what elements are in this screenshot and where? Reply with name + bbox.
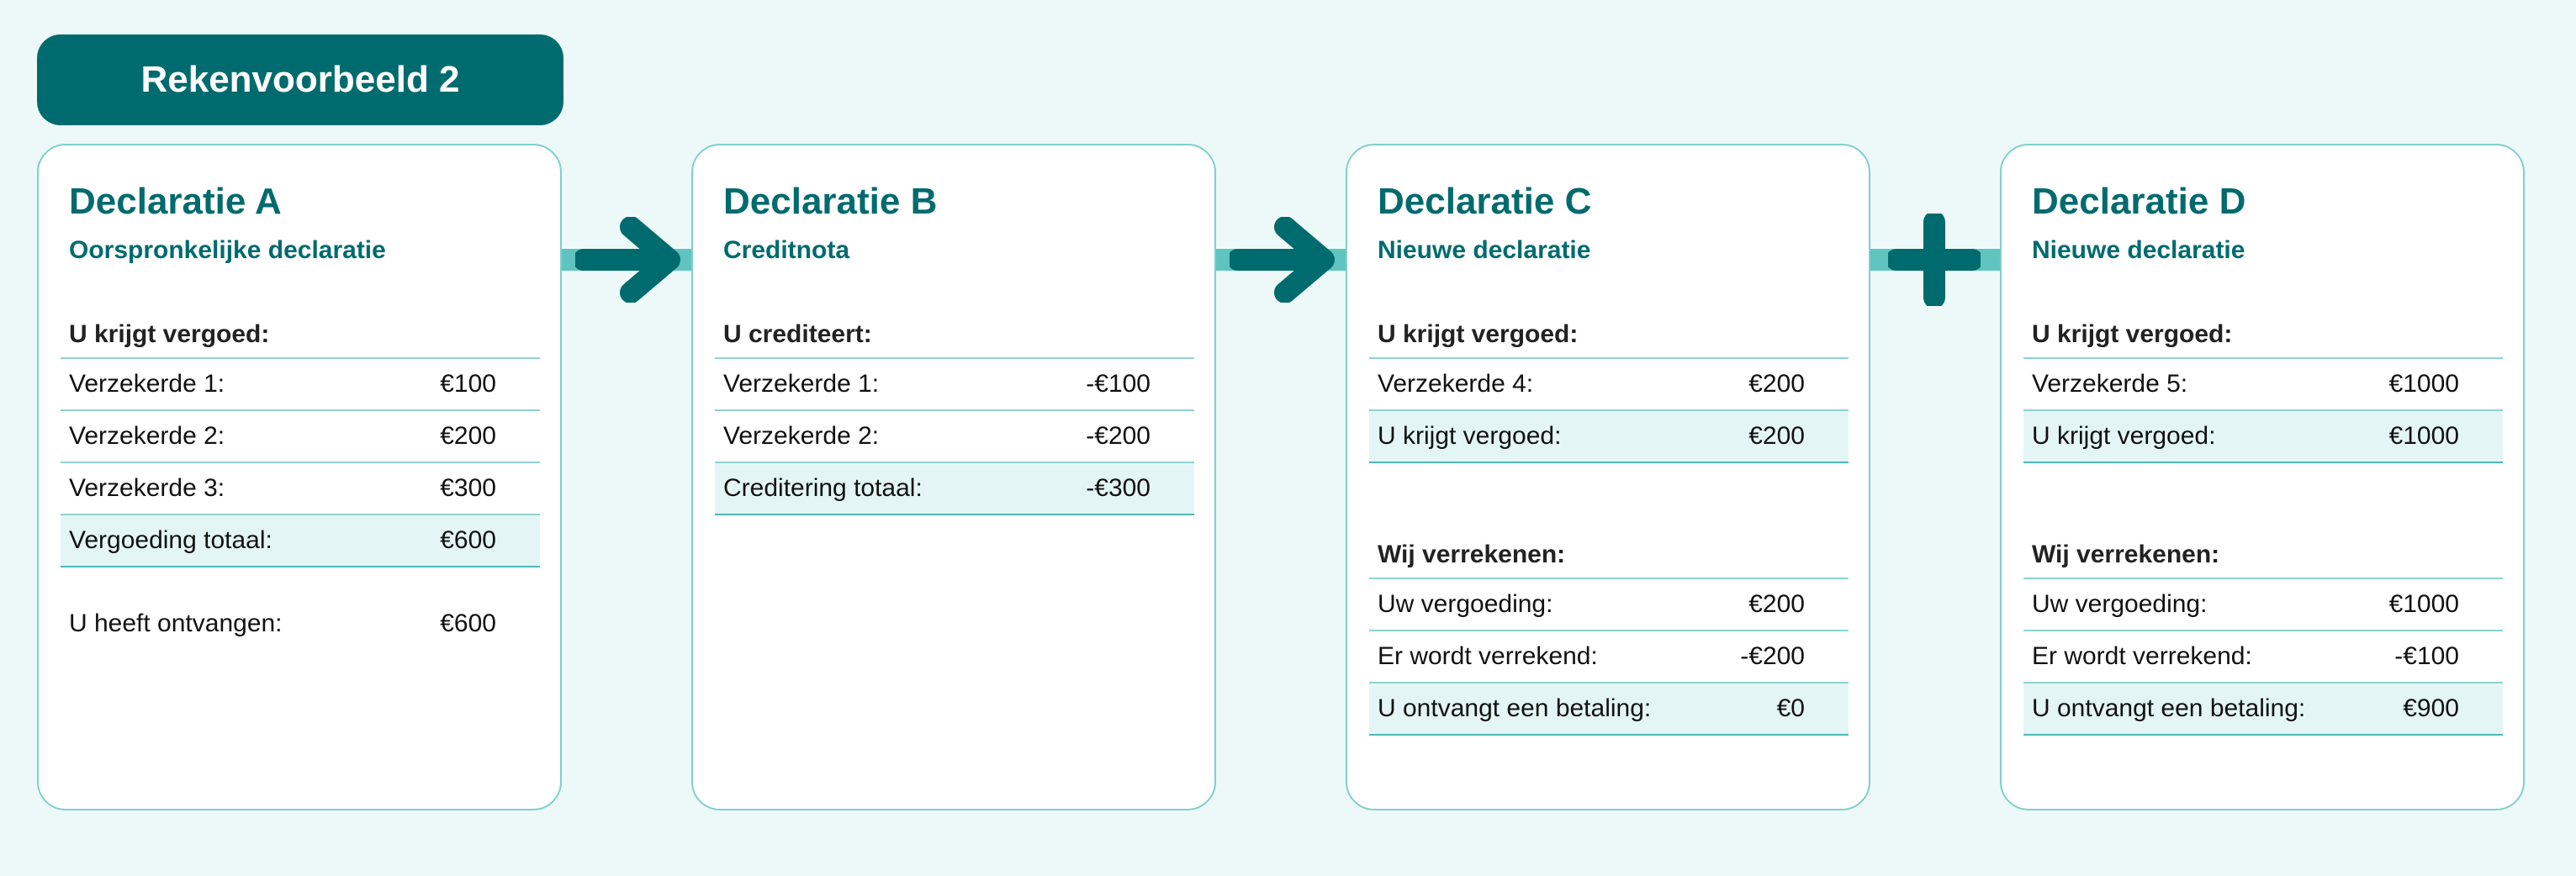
row-value: -€200	[1740, 642, 1805, 670]
row-value: €200	[1748, 590, 1805, 618]
row-value: €600	[440, 610, 496, 637]
received-section	[61, 598, 540, 650]
card-declaratie-c	[1346, 144, 1870, 810]
table-row	[61, 411, 540, 463]
row-value: -€300	[1086, 474, 1150, 502]
row-value: €0	[1776, 694, 1805, 722]
table-row	[1369, 631, 1849, 683]
section-heading: U krijgt vergoed:	[2023, 312, 2503, 359]
row-label: Er wordt verrekend:	[2032, 642, 2252, 670]
row-label: U ontvangt een betaling:	[1378, 694, 1652, 722]
total-row	[2023, 683, 2503, 736]
row-value: €1000	[2388, 590, 2459, 618]
row-label: U krijgt vergoed:	[2032, 422, 2216, 450]
total-row	[2023, 411, 2503, 463]
received-row	[61, 598, 540, 650]
row-label: Verzekerde 1:	[723, 370, 880, 398]
row-value: €1000	[2388, 422, 2459, 450]
row-label: Verzekerde 2:	[723, 422, 880, 450]
card-declaratie-a	[37, 144, 562, 810]
card-subtitle: Creditnota	[723, 236, 849, 264]
row-label: Uw vergoeding:	[2032, 590, 2208, 618]
card-title: Declaratie A	[69, 181, 282, 222]
total-row	[1369, 411, 1849, 463]
row-value: €200	[1748, 422, 1805, 450]
row-value: €600	[440, 526, 496, 554]
section-heading: Wij verrekenen:	[1369, 532, 1849, 579]
reimbursement-section	[1369, 312, 1849, 463]
credit-section	[715, 312, 1194, 515]
row-value: -€200	[1086, 422, 1150, 450]
row-value: €1000	[2388, 370, 2459, 398]
row-label: U heeft ontvangen:	[69, 610, 283, 637]
row-label: Creditering totaal:	[723, 474, 923, 502]
row-value: -€100	[2394, 642, 2459, 670]
card-subtitle: Oorspronkelijke declaratie	[69, 236, 386, 264]
settlement-section	[2023, 532, 2503, 736]
arrow-right-icon	[575, 217, 685, 303]
row-label: U ontvangt een betaling:	[2032, 694, 2306, 722]
card-declaratie-d	[2000, 144, 2525, 810]
card-title: Declaratie D	[2032, 181, 2246, 222]
card-title: Declaratie B	[723, 181, 938, 222]
table-row	[2023, 359, 2503, 411]
total-row	[61, 515, 540, 567]
card-subtitle: Nieuwe declaratie	[2032, 236, 2245, 264]
row-value: €200	[1748, 370, 1805, 398]
arrow-right-icon	[1230, 217, 1339, 303]
row-label: Verzekerde 4:	[1378, 370, 1534, 398]
row-value: €300	[440, 474, 496, 502]
table-row	[1369, 359, 1849, 411]
reimbursement-section	[2023, 312, 2503, 463]
row-value: €100	[440, 370, 496, 398]
section-heading: Wij verrekenen:	[2023, 532, 2503, 579]
card-subtitle: Nieuwe declaratie	[1378, 236, 1591, 264]
row-label: Uw vergoeding:	[1378, 590, 1553, 618]
row-value: -€100	[1086, 370, 1150, 398]
card-title: Declaratie C	[1378, 181, 1592, 222]
card-declaratie-b	[691, 144, 1216, 810]
table-row	[715, 359, 1194, 411]
row-value: €200	[440, 422, 496, 450]
section-heading: U krijgt vergoed:	[1369, 312, 1849, 359]
row-label: Verzekerde 3:	[69, 474, 225, 502]
table-row	[61, 463, 540, 515]
section-heading: U krijgt vergoed:	[61, 312, 540, 359]
total-row	[715, 463, 1194, 515]
row-value: €900	[2403, 694, 2459, 722]
reimbursement-section	[61, 312, 540, 567]
table-row	[2023, 579, 2503, 631]
table-row	[61, 359, 540, 411]
table-row	[2023, 631, 2503, 683]
row-label: Verzekerde 5:	[2032, 370, 2188, 398]
settlement-section	[1369, 532, 1849, 736]
row-label: Verzekerde 1:	[69, 370, 225, 398]
row-label: Er wordt verrekend:	[1378, 642, 1598, 670]
total-row	[1369, 683, 1849, 736]
section-heading: U crediteert:	[715, 312, 1194, 359]
row-label: Vergoeding totaal:	[69, 526, 272, 554]
example-title-badge: Rekenvoorbeeld 2	[37, 34, 563, 125]
table-row	[1369, 579, 1849, 631]
plus-icon	[1888, 214, 1981, 306]
row-label: Verzekerde 2:	[69, 422, 225, 450]
row-label: U krijgt vergoed:	[1378, 422, 1562, 450]
table-row	[715, 411, 1194, 463]
